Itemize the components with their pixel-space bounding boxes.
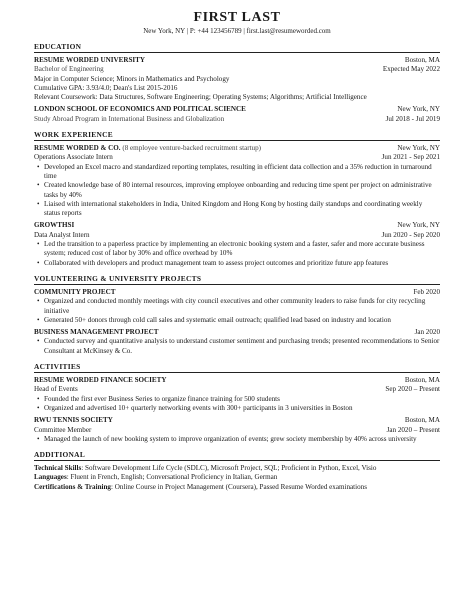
- skills-label: Technical Skills: [34, 464, 82, 473]
- project-entry: [34, 328, 440, 356]
- company-location: New York, NY: [397, 144, 440, 153]
- bullet-point: • Conducted survey and quantitative analysis to understand customer sentiment and purchasing trends; presented recommendations to Senior Consultant at McKinsey & Co.: [44, 337, 440, 356]
- organization-name: RWU TENNIS SOCIETY: [34, 416, 113, 425]
- project-entry: [34, 288, 440, 325]
- job-title: Data Analyst Intern: [34, 230, 90, 239]
- project-date: Jan 2020: [414, 328, 440, 337]
- organization-location: Boston, MA: [404, 416, 440, 425]
- work-entry: [34, 221, 440, 267]
- volunteering-heading: VOLUNTEERING & UNIVERSITY PROJECTS: [34, 274, 440, 285]
- activity-entry: [34, 416, 440, 444]
- company-location: New York, NY: [397, 221, 440, 230]
- certifications-label: Certifications & Training: [34, 482, 111, 491]
- work-entry: [34, 144, 440, 218]
- education-section: [34, 42, 440, 124]
- education-entry: [34, 105, 440, 124]
- school-location: New York, NY: [397, 105, 440, 114]
- volunteering-section: [34, 274, 440, 356]
- activity-role: Head of Events: [34, 385, 78, 394]
- activity-dates: Sep 2020 – Present: [385, 385, 440, 394]
- candidate-name: FIRST LAST: [193, 10, 281, 25]
- activities-section: [34, 362, 440, 444]
- additional-heading: ADDITIONAL: [34, 450, 440, 461]
- skills-text: : Software Development Life Cycle (SDLC), Microsoft Project, SQL; Proficient in Python, Excel, Visio: [81, 464, 377, 473]
- bullet-point: • Organized and advertised 10+ quarterly networking events with 300+ participants in 3 universities in Boston: [44, 404, 440, 413]
- program: Study Abroad Program in International Business and Globalization: [34, 114, 225, 123]
- company-note: (8 employee venture-backed recruitment startup): [120, 144, 262, 153]
- contact-line: New York, NY | P: +44 123456789 | first.last@resumeworded.com: [143, 27, 331, 35]
- activity-entry: [34, 376, 440, 413]
- project-name: BUSINESS MANAGEMENT PROJECT: [34, 328, 159, 337]
- bullet-point: • Organized and conducted monthly meetings with city council executives and other community leaders to raise funds for city recycling initiative: [44, 297, 440, 316]
- education-detail: Major in Computer Science; Minors in Mathematics and Psychology: [34, 74, 230, 83]
- additional-section: [34, 450, 440, 492]
- education-entry: [34, 56, 440, 102]
- school-location: Boston, MA: [404, 56, 440, 64]
- languages-label: Languages: [34, 473, 67, 482]
- work-heading: WORK EXPERIENCE: [34, 130, 440, 141]
- bullet-point: • Created knowledge base of 80 internal resources, improving employee onboarding and reducing time spent per project on administrative tasks by 40%: [44, 181, 440, 200]
- project-name: COMMUNITY PROJECT: [34, 287, 116, 296]
- activity-role: Committee Member: [34, 425, 92, 434]
- activity-dates: Jan 2020 – Present: [386, 425, 440, 434]
- organization-name: RESUME WORDED FINANCE SOCIETY: [34, 376, 167, 385]
- skills-line: [34, 464, 440, 473]
- bullet-point: • Developed an Excel macro and standardized reporting templates, resulting in efficient data collection and a 35% reduction in turnaround time: [44, 163, 440, 182]
- languages-line: [34, 473, 440, 482]
- languages-text: : Fluent in French, English; Conversational Proficiency in Italian, German: [66, 473, 278, 482]
- school-name: RESUME WORDED UNIVERSITY: [34, 56, 146, 64]
- education-heading: EDUCATION: [34, 42, 440, 53]
- degree: Bachelor of Engineering: [34, 65, 104, 74]
- program-date: Jul 2018 - Jul 2019: [385, 114, 440, 123]
- education-detail: Relevant Coursework: Data Structures, Software Engineering; Operating Systems; Algorithms; Artificial Intelligence: [34, 93, 367, 102]
- graduation-date: Expected May 2022: [382, 65, 440, 74]
- bullet-point: • Founded the first ever Business Series to organize finance training for 500 students: [44, 395, 440, 404]
- work-section: [34, 130, 440, 268]
- job-title: Operations Associate Intern: [34, 153, 113, 162]
- bullet-point: • Liaised with international stakeholders in India, United Kingdom and Hong Kong by hosting daily standups and coordinating weekly status reports: [44, 200, 440, 219]
- bullet-point: • Managed the launch of new booking system to improve organization of events; grew society membership by 40% across university: [44, 435, 440, 444]
- activities-heading: ACTIVITIES: [34, 362, 440, 373]
- company-name: RESUME WORDED & CO.: [34, 144, 121, 153]
- certifications-text: : Online Course in Project Management (Coursera), Passed Resume Worded examinations: [110, 482, 367, 491]
- bullet-point: • Led the transition to a paperless practice by implementing an electronic booking system and a faster, safer and more accurate business system; reduced cost of labor by 30% and office overhead by 10%: [44, 240, 440, 259]
- bullet-point: • Collaborated with developers and product management team to assess project outcomes and prioritize future app features: [44, 259, 440, 268]
- education-detail: Cumulative GPA: 3.93/4.0; Dean's List 2015-2016: [34, 83, 178, 92]
- job-dates: Jun 2021 - Sep 2021: [381, 153, 440, 162]
- bullet-point: • Generated 50+ donors through cold call sales and systematic email outreach; qualified lead based on industry and location: [44, 316, 440, 325]
- certifications-line: [34, 483, 440, 492]
- school-name: LONDON SCHOOL OF ECONOMICS AND POLITICAL SCIENCE: [34, 105, 246, 114]
- organization-location: Boston, MA: [404, 376, 440, 385]
- project-date: Feb 2020: [413, 287, 440, 296]
- job-dates: Jun 2020 - Sep 2020: [381, 230, 440, 239]
- company-name: GROWTHSI: [34, 221, 75, 230]
